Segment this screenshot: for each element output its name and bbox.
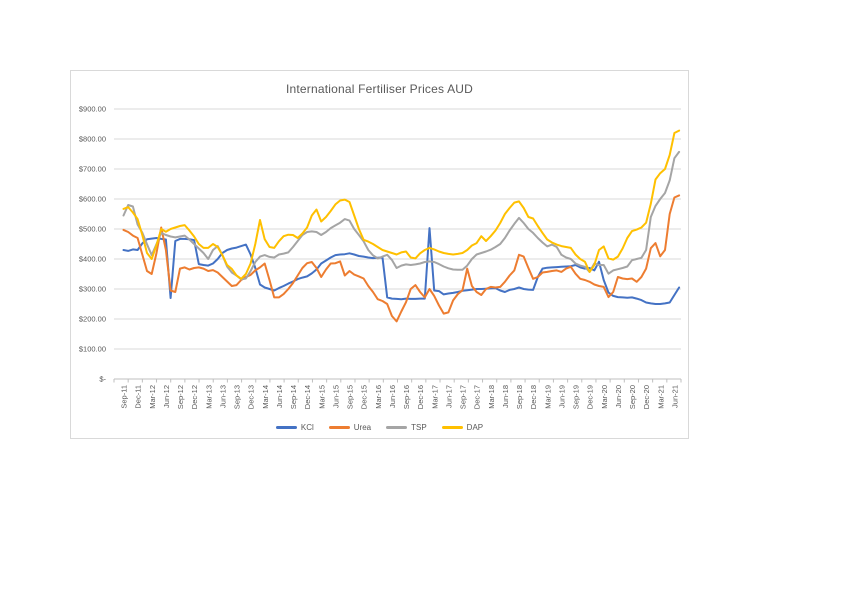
legend-swatch-dap: [442, 426, 463, 429]
x-axis-label: Dec-20: [642, 385, 652, 410]
x-axis-label: Mar-18: [486, 385, 496, 409]
legend-label-tsp: TSP: [411, 422, 427, 432]
legend-item-urea[interactable]: [329, 423, 371, 432]
x-axis-label: Mar-16: [373, 385, 383, 409]
x-axis-label: Mar-19: [543, 385, 553, 409]
x-axis-label: Mar-21: [656, 385, 666, 409]
x-axis-label: Mar-15: [317, 385, 327, 409]
x-axis-label: Dec-18: [529, 385, 539, 410]
x-axis-label: Mar-20: [599, 385, 609, 409]
y-axis-label: $300.00: [78, 284, 106, 294]
y-axis-label: $700.00: [78, 164, 106, 174]
legend-item-kcl[interactable]: [276, 423, 314, 432]
x-axis-label: Jun-19: [557, 385, 567, 408]
legend-swatch-tsp: [386, 426, 407, 429]
x-axis-label: Dec-14: [303, 385, 313, 410]
chart-area[interactable]: [70, 70, 689, 439]
chart-title: International Fertiliser Prices AUD: [285, 82, 474, 96]
x-axis-label: Jun-15: [331, 385, 341, 408]
y-axis-label: $-: [99, 374, 106, 384]
legend-swatch-kcl: [276, 426, 297, 429]
x-axis-label: Sep-19: [571, 385, 581, 410]
x-axis-label: Jun-18: [500, 385, 510, 408]
x-axis-label: Dec-17: [472, 385, 482, 410]
x-axis-label: Sep-15: [345, 385, 355, 410]
legend-label-urea: Urea: [353, 422, 372, 432]
x-axis-label: Dec-12: [190, 385, 200, 410]
x-axis-label: Jun-21: [670, 385, 680, 408]
x-axis-label: Jun-20: [613, 385, 623, 408]
x-axis-label: Sep-17: [458, 385, 468, 410]
x-axis-label: Mar-12: [147, 385, 157, 409]
x-axis-label: Sep-20: [628, 385, 637, 410]
legend-label-dap: DAP: [466, 422, 484, 432]
x-axis-label: Sep-16: [402, 385, 411, 410]
x-axis-label: Dec-13: [246, 385, 256, 410]
y-axis-label: $600.00: [78, 194, 106, 204]
y-axis-label: $900.00: [78, 104, 106, 114]
x-axis-label: Jun-12: [161, 385, 171, 408]
x-axis-label: Mar-17: [430, 385, 440, 409]
y-axis-label: $100.00: [78, 344, 106, 354]
y-axis-label: $200.00: [78, 314, 106, 324]
x-axis-label: Sep-18: [515, 385, 524, 410]
x-axis-label: Sep-14: [289, 385, 298, 410]
x-axis-label: Sep-12: [176, 385, 185, 410]
x-axis-label: Dec-11: [133, 385, 143, 409]
legend-item-dap[interactable]: [442, 423, 483, 432]
y-axis-label: $500.00: [78, 224, 106, 234]
x-axis-label: Jun-13: [218, 385, 228, 408]
x-axis-label: Mar-13: [204, 385, 214, 409]
legend: [71, 419, 688, 435]
x-axis-label: Sep-13: [232, 385, 242, 410]
legend-item-tsp[interactable]: [386, 423, 427, 432]
legend-label-kcl: KCl: [300, 422, 314, 432]
legend-swatch-urea: [329, 426, 350, 429]
x-axis-label: Sep-11: [119, 385, 129, 409]
y-axis-label: $800.00: [78, 134, 106, 144]
x-axis-label: Jun-17: [444, 385, 454, 408]
x-axis-label: Dec-16: [416, 385, 426, 410]
y-axis-label: $400.00: [78, 254, 106, 264]
x-axis-label: Mar-14: [260, 385, 270, 409]
x-axis-label: Dec-15: [359, 385, 369, 410]
plot-area: [71, 71, 688, 438]
x-axis-label: Jun-16: [387, 385, 397, 408]
x-axis-label: Jun-14: [274, 385, 284, 408]
x-axis-label: Dec-19: [585, 385, 595, 410]
